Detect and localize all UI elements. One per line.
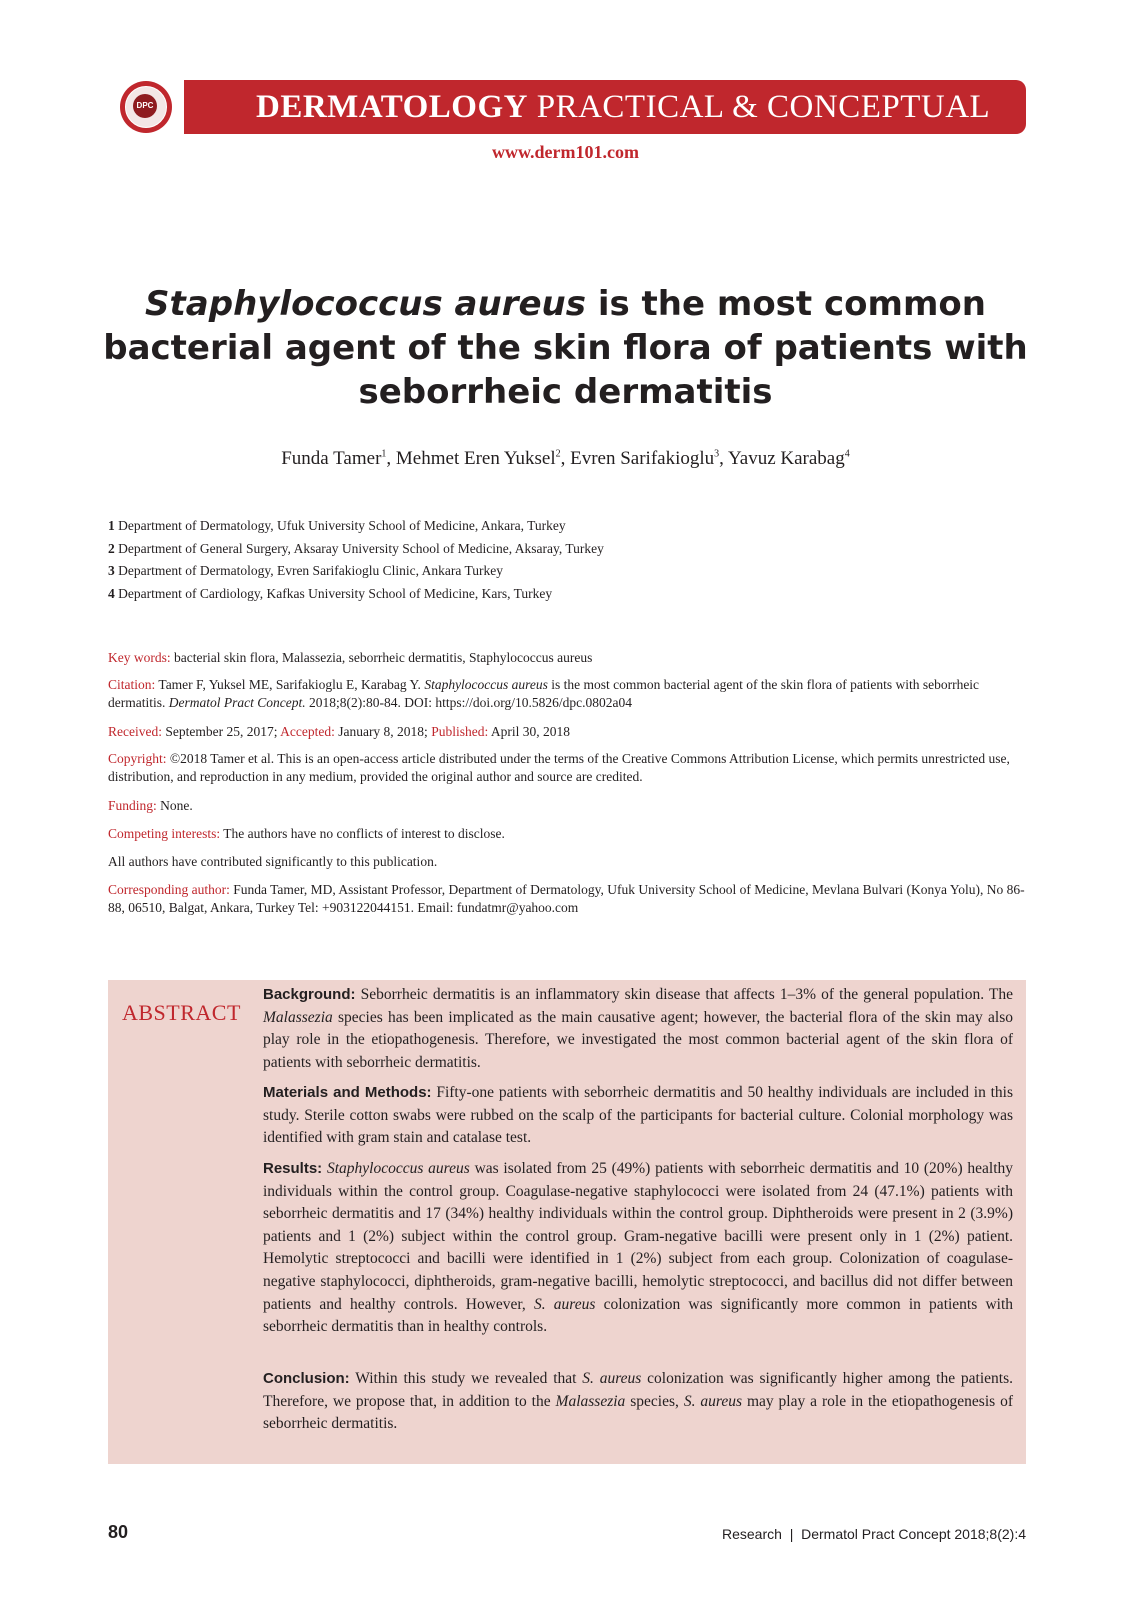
abstract-background: Background: Seborrheic dermatitis is an inflammatory skin disease that affects 1–3% of the general population. The Malassezia species has been implicated as the main causative agent; however, the bacterial flora of the skin may also play role in the etiopathogenesis. Therefore, we investigated the most common bacterial agent of the skin flora of patients with seborrheic dermatitis.	[263, 986, 1014, 1071]
author: Evren Sarifakioglu$^3$,	[570, 448, 728, 469]
affiliation-list	[108, 515, 604, 605]
affiliation: 1 Department of Dermatology, Ufuk University School of Medicine, Ankara, Turkey	[108, 518, 566, 533]
corresponding-author: Corresponding author: Funda Tamer, MD, Assistant Professor, Department of Dermatology, Ufuk University School of Medicine, Mevlana Bulvari (Konya Yolu), No 86-88, 06510, Balgat, Ankara, Turkey Tel: +903122044151. Email: fundatmr@yahoo.com	[108, 882, 1025, 915]
contributions: All authors have contributed significantly to this publication.	[108, 854, 438, 869]
journal-title: DERMATOLOGY PRACTICAL & CONCEPTUAL	[256, 89, 991, 125]
publication-dates: Received: September 25, 2017; Accepted: January 8, 2018; Published: April 30, 2018	[108, 724, 570, 739]
logo-seal-icon	[120, 81, 172, 133]
abstract-methods: Materials and Methods: Fifty-one patients with seborrheic dermatitis and 50 healthy individuals are included in this study. Sterile cotton swabs were rubbed on the scalp of the participants for bacterial culture. Colonial morphology was identified with gram stain and catalase test.	[263, 1084, 1014, 1147]
author: Yavuz Karabag$^4$	[727, 448, 850, 469]
affiliation: 2 Department of General Surgery, Aksaray University School of Medicine, Aksaray, Turkey	[108, 540, 604, 556]
author-list	[0, 448, 1131, 470]
journal-logo	[108, 80, 184, 134]
keywords: Key words: bacterial skin flora, Malassezia, seborrheic dermatitis, Staphylococcus aureus	[108, 650, 593, 665]
abstract-results: Results: Staphylococcus aureus was isolated from 25 (49%) patients with seborrheic dermatitis and 10 (20%) healthy individuals within the control group. Coagulase-negative staphylococci were isolated from 24 (47.1%) patients with seborrheic dermatitis and 17 (34%) healthy individuals within the control group. Diphtheroids were present in 2 (3.9%) patients and 1 (2%) subject within the control group. Gram-negative bacilli were present only in 1 (2%) patient. Hemolytic streptococci and bacilli were identified in 1 (2%) subject from each group. Colonization of coagulase-negative staphylococci, diphtheroids, gram-negative bacilli, hemolytic streptococci, and bacillus did not differ between patients and healthy controls. However, S. aureus colonization was significantly more common in patients with seborrheic dermatitis than in healthy controls.	[263, 1160, 1014, 1336]
logo-text: DPC	[133, 94, 157, 118]
page-number: 80	[108, 1522, 129, 1542]
article-title: Staphylococcus aureus is the most common bacterial agent of the skin flora of patients with seborrheic dermatitis	[103, 284, 1028, 412]
running-footer: Research | Dermatol Pract Concept 2018;8(2):4	[721, 1526, 1026, 1542]
affiliation: 3 Department of Dermatology, Evren Sarifakioglu Clinic, Ankara Turkey	[108, 563, 504, 578]
abstract-conclusion: Conclusion: Within this study we revealed that S. aureus colonization was significantly higher among the patients. Therefore, we propose that, in addition to the Malassezia species, S. aureus may play a role in the etiopathogenesis of seborrheic dermatitis.	[263, 1370, 1014, 1433]
journal-website-link[interactable]: www.derm101.com	[492, 142, 639, 162]
author: Funda Tamer$^1$,	[281, 448, 396, 469]
funding: Funding: None.	[108, 798, 193, 813]
abstract-heading: ABSTRACT	[122, 1000, 241, 1025]
affiliation: 4 Department of Cardiology, Kafkas University School of Medicine, Kars, Turkey	[108, 585, 553, 601]
competing-interests: Competing interests: The authors have no conflicts of interest to disclose.	[108, 826, 505, 841]
citation: Citation: Tamer F, Yuksel ME, Sarifakioglu E, Karabag Y. Staphylococcus aureus is the most common bacterial agent of the skin flora of patients with seborrheic dermatitis. Dermatol Pract Concept. 2018;8(2):80-84. DOI: https://doi.org/10.5826/dpc.0802a04	[108, 677, 980, 710]
copyright: Copyright: ©2018 Tamer et al. This is an open-access article distributed under the terms of the Creative Commons Attribution License, which permits unrestricted use, distribution, and reproduction in any medium, provided the original author and source are credited.	[108, 751, 1010, 784]
author: Mehmet Eren Yuksel$^2$,	[395, 448, 571, 469]
